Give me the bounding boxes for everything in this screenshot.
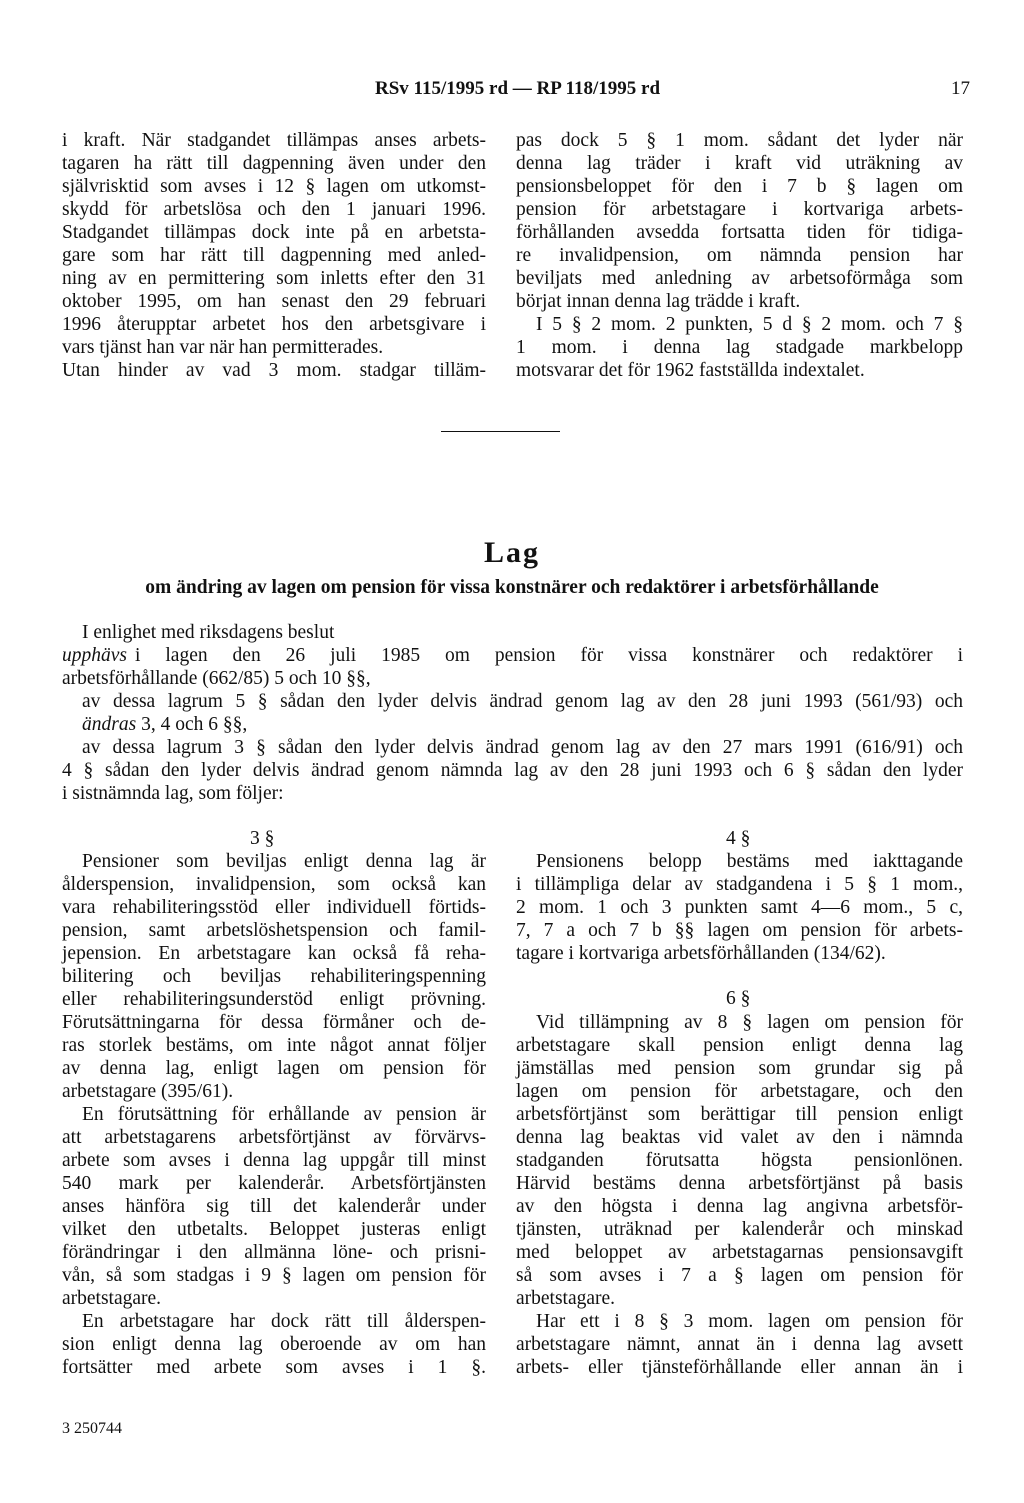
preamble-line: av dessa lagrum 3 § sådan den lyder delvis ändrad genom lag av den 27 mars 1991 (616/91) och xyxy=(82,737,963,758)
section-line: Pensioner som beviljas enligt denna lag är xyxy=(82,851,486,872)
section-line: vån, så som stadgas i 9 § lagen om pension för xyxy=(62,1265,486,1286)
text-line: börjat innan denna lag trädde i kraft. xyxy=(516,291,801,312)
section-line: En arbetstagare har dock rätt till ålderspen- xyxy=(82,1311,486,1332)
section-line: denna lag beaktas vid valet av den i nämnda xyxy=(516,1127,963,1148)
section-line: tagare i kortvariga arbetsförhållanden (134/62). xyxy=(516,943,886,964)
preamble-text: i lagen den 26 juli 1985 om pension för vissa konstnärer och redaktörer i xyxy=(135,645,963,666)
section-line: jepension. En arbetstagare kan också få reha- xyxy=(62,943,486,964)
section-line: bilitering och beviljas rehabiliteringspenning xyxy=(62,966,486,987)
section-line: arbetsförtjänst som berättigar till pension enligt xyxy=(516,1104,963,1125)
section-line: sion enligt denna lag oberoende av om han xyxy=(62,1334,486,1355)
text-line: förhållanden avsedda fortsatta tiden för tidiga- xyxy=(516,222,963,243)
section-line: av den högsta i denna lag angivna arbetsför- xyxy=(516,1196,963,1217)
text-line: oktober 1995, om han senast den 29 februari xyxy=(62,291,486,312)
section-line: arbete som avses i denna lag uppgår till minst xyxy=(62,1150,486,1171)
preamble-line xyxy=(62,644,963,667)
section-line: ras storlek bestäms, om inte något annat följer xyxy=(62,1035,486,1056)
section-line: arbetstagare (395/61). xyxy=(62,1081,234,1102)
section-line: stadganden förutsatta högsta pensionlönen. xyxy=(516,1150,963,1171)
text-line: 1996 återupptar arbetet hos den arbetsgivare i xyxy=(62,314,486,335)
preamble-line xyxy=(82,713,247,736)
preamble-text: 3, 4 och 6 §§, xyxy=(141,714,248,735)
text-line: 1 mom. i denna lag stadgade markbelopp xyxy=(516,337,963,358)
text-line: pas dock 5 § 1 mom. sådant det lyder när xyxy=(516,130,963,151)
law-subtitle: om ändring av lagen om pension för vissa konstnärer och redaktörer i arbetsförhållande xyxy=(145,577,879,598)
section-line: eller rehabiliteringsunderstöd enligt prövning. xyxy=(62,989,486,1010)
text-line: ning av en permittering som inletts efter den 31 xyxy=(62,268,486,289)
preamble-line: av dessa lagrum 5 § sådan den lyder delvis ändrad genom lag av den 28 juni 1993 (561/93) och xyxy=(82,691,963,712)
text-line: motsvarar det för 1962 fastställda indextalet. xyxy=(516,360,865,381)
section-line: arbetstagare. xyxy=(62,1288,162,1309)
section-line: anses hänföra sig till det kalenderår under xyxy=(62,1196,486,1217)
page-number: 17 xyxy=(951,78,970,99)
preamble-line: 4 § sådan den lyder delvis ändrad genom nämnda lag av den 28 juni 1993 och 6 § sådan den lyder xyxy=(62,760,963,781)
section-line: En förutsättning för erhållande av pension är xyxy=(82,1104,486,1125)
preamble-intro: I enlighet med riksdagens beslut xyxy=(82,622,335,643)
section-line: 540 mark per kalenderår. Arbetsförtjänsten xyxy=(62,1173,486,1194)
preamble-line: arbetsförhållande (662/85) 5 och 10 §§, xyxy=(62,668,371,689)
section-line: med beloppet av arbetstagarnas pensionsavgift xyxy=(516,1242,963,1263)
section-line: ålderspension, invalidpension, som också kan xyxy=(62,874,486,895)
section-line: av denna lag, enligt lagen om pension för xyxy=(62,1058,486,1079)
text-line: beviljats med anledning av arbetsoförmåga som xyxy=(516,268,963,289)
text-line: Stadgandet tillämpas dock inte på en arbetsta- xyxy=(62,222,486,243)
section-line: i tillämpliga delar av stadgandena i 5 § 1 mom., xyxy=(516,874,963,895)
section-line: 2 mom. 1 och 3 punkten samt 4—6 mom., 5 c, xyxy=(516,897,963,918)
text-line: re invalidpension, om nämnda pension har xyxy=(516,245,963,266)
text-line: pensionsbeloppet för den i 7 b § lagen om xyxy=(516,176,963,197)
preamble-emphasis: ändras xyxy=(82,714,137,735)
section-heading: 3 § xyxy=(250,828,275,849)
separator-rule xyxy=(441,431,560,432)
preamble-line: i sistnämnda lag, som följer: xyxy=(62,783,284,804)
section-line: Pensionens belopp bestäms med iakttagande xyxy=(536,851,963,872)
section-line: förändringar i den allmänna löne- och prisni- xyxy=(62,1242,486,1263)
footer-code: 3 250744 xyxy=(62,1420,122,1437)
text-line: denna lag träder i kraft vid uträkning av xyxy=(516,153,963,174)
section-line: arbetstagare. xyxy=(516,1288,616,1309)
section-heading: 4 § xyxy=(726,828,751,849)
law-title: Lag xyxy=(483,536,540,569)
section-line: arbetstagare nämnt, annat än i denna lag avsett xyxy=(516,1334,963,1355)
section-line: Vid tillämpning av 8 § lagen om pension för xyxy=(536,1012,963,1033)
text-line: pension för arbetstagare i kortvariga arbets- xyxy=(516,199,963,220)
section-line: pension, samt arbetslöshetspension och famil- xyxy=(62,920,486,941)
section-line: arbets- eller tjänsteförhållande eller annan än i xyxy=(516,1357,963,1378)
section-line: så som avses i 7 a § lagen om pension för xyxy=(516,1265,963,1286)
section-line: jämställas med pension som grundar sig på xyxy=(516,1058,963,1079)
section-heading: 6 § xyxy=(726,988,751,1009)
section-line: Har ett i 8 § 3 mom. lagen om pension för xyxy=(536,1311,963,1332)
section-line: tjänsten, uträknad per kalenderår och minskad xyxy=(516,1219,963,1240)
preamble-emphasis: upphävs xyxy=(62,645,127,666)
section-line: att arbetstagarens arbetsförtjänst av förvärvs- xyxy=(62,1127,486,1148)
section-line: arbetstagare skall pension enligt denna lag xyxy=(516,1035,963,1056)
section-line: Härvid bestäms denna arbetsförtjänst på basis xyxy=(516,1173,963,1194)
text-line: gare som har rätt till dagpenning med anled- xyxy=(62,245,486,266)
section-line: lagen om pension för arbetstagare, och den xyxy=(516,1081,963,1102)
text-line: tagaren ha rätt till dagpenning även under den xyxy=(62,153,486,174)
text-line: I 5 § 2 mom. 2 punkten, 5 d § 2 mom. och 7 § xyxy=(536,314,963,335)
text-line: självrisktid som avses i 12 § lagen om utkomst- xyxy=(62,176,486,197)
section-line: Förutsättningarna för dessa förmåner och de- xyxy=(62,1012,486,1033)
section-line: vilket den utbetalts. Beloppet justeras enligt xyxy=(62,1219,486,1240)
section-line: fortsätter med arbete som avses i 1 §. xyxy=(62,1357,486,1378)
section-line: 7, 7 a och 7 b §§ lagen om pension för arbets- xyxy=(516,920,963,941)
section-line: vara rehabiliteringsstöd eller individuell förtids- xyxy=(62,897,486,918)
header-title: RSv 115/1995 rd — RP 118/1995 rd xyxy=(375,78,661,99)
text-line: skydd för arbetslösa och den 1 januari 1996. xyxy=(62,199,486,220)
text-line: i kraft. När stadgandet tillämpas anses arbets- xyxy=(62,130,486,151)
text-line: Utan hinder av vad 3 mom. stadgar tilläm- xyxy=(62,360,486,381)
text-line: vars tjänst han var när han permitterades. xyxy=(62,337,384,358)
